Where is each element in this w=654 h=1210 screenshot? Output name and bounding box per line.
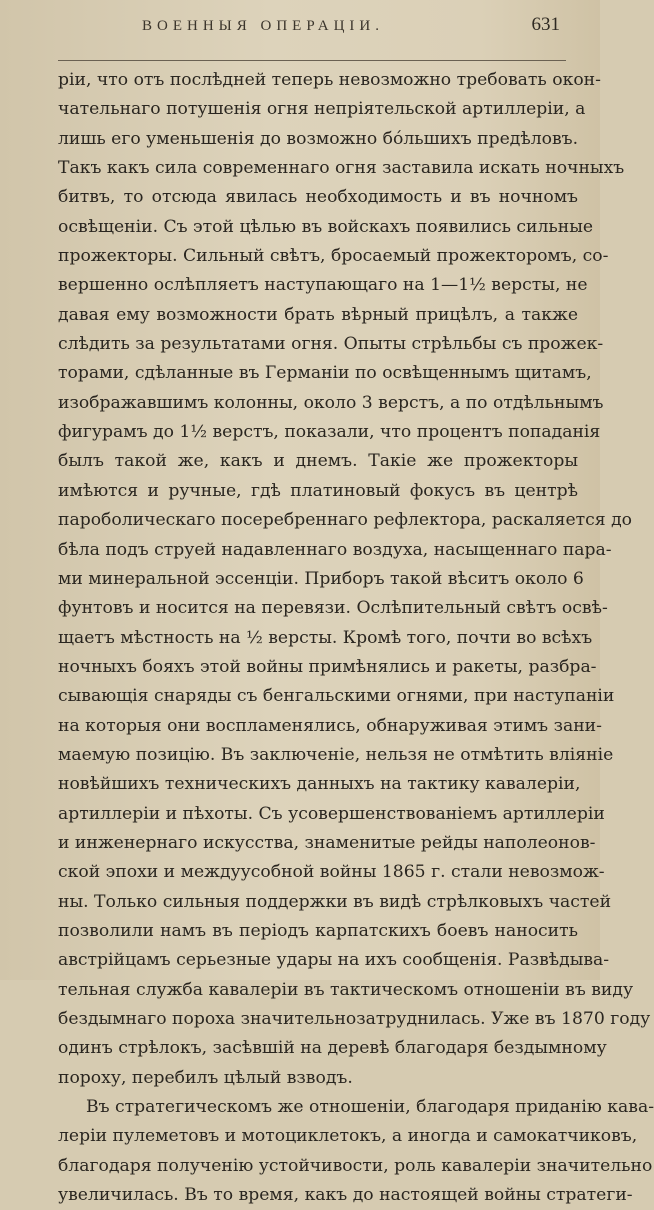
text-line: лишь его уменьшенія до возможно бóльшихъ предѣловъ. bbox=[58, 128, 579, 149]
text-line: имѣются и ручные, гдѣ платиновый фокусъ въ центрѣ bbox=[58, 480, 578, 501]
text-line: фигурамъ до 1½ верстъ, показали, что процентъ попаданія bbox=[58, 422, 601, 443]
text-line: тельная служба кавалеріи въ тактическомъ отношеніи въ виду bbox=[58, 979, 634, 1000]
running-head: ВОЕННЫЯ ОПЕРАЦІИ. bbox=[142, 18, 384, 34]
text-line: бездымнаго пороха значительнозатруднилась. Уже въ 1870 году bbox=[58, 1009, 651, 1029]
body-text bbox=[58, 66, 654, 1210]
text-line: Въ стратегическомъ же отношеніи, благодаря приданію кава- bbox=[86, 1097, 654, 1118]
text-line: давая ему возможности брать вѣрный прицѣлъ, а также bbox=[58, 304, 578, 325]
text-line: артиллеріи и пѣхоты. Съ усовершенствованіемъ артиллеріи bbox=[58, 803, 605, 824]
text-line: изображавшимъ колонны, около 3 верстъ, а по отдѣльнымъ bbox=[58, 392, 604, 413]
text-line: вершенно ослѣпляетъ наступающаго на 1—1½ версты, не bbox=[58, 275, 588, 296]
text-line: ской эпохи и междуусобной войны 1865 г. стали невозмож- bbox=[58, 862, 605, 883]
text-line: прожекторы. Сильный свѣтъ, бросаемый прожекторомъ, со- bbox=[58, 246, 609, 267]
text-line: маемую позицію. Въ заключеніе, нельзя не отмѣтить вліяніе bbox=[58, 744, 614, 765]
text-line: пароболическаго посеребреннаго рефлектора, раскаляется до bbox=[58, 510, 633, 531]
text-line: ріи, что отъ послѣдней теперь невозможно требовать окон- bbox=[58, 70, 601, 90]
text-line: былъ такой же, какъ и днемъ. Такіе же прожекторы bbox=[58, 451, 578, 472]
text-line: на которыя они воспламенялись, обнаруживая этимъ зани- bbox=[58, 715, 602, 736]
text-line: леріи пулеметовъ и мотоциклетокъ, а иногда и самокатчиковъ, bbox=[58, 1126, 638, 1147]
text-line: торами, сдѣланные въ Германіи по освѣщеннымъ щитамъ, bbox=[58, 363, 592, 384]
text-line: благодаря полученію устойчивости, роль кавалеріи значительно bbox=[58, 1155, 653, 1176]
text-line: новѣйшихъ техническихъ данныхъ на тактику кавалеріи, bbox=[58, 774, 581, 795]
text-line: битвъ, то отсюда явилась необходимость и въ ночномъ bbox=[58, 187, 578, 208]
header-rule bbox=[58, 60, 566, 61]
text-line: пороху, перебилъ цѣлый взводъ. bbox=[58, 1067, 353, 1088]
text-line: одинъ стрѣлокъ, засѣвшій на деревѣ благодаря бездымному bbox=[58, 1038, 607, 1059]
text-line: чательнаго потушенія огня непріятельской артиллеріи, а bbox=[58, 99, 586, 120]
text-line: Такъ какъ сила современнаго огня заставила искать ночныхъ bbox=[58, 158, 625, 179]
text-line: ночныхъ бояхъ этой войны примѣнялись и ракеты, разбра- bbox=[58, 656, 597, 677]
text-line: бѣла подъ струей надавленнаго воздуха, насыщеннаго пара- bbox=[58, 539, 612, 560]
text-line: щаетъ мѣстность на ½ версты. Кромѣ того, почти во всѣхъ bbox=[58, 627, 593, 648]
page-number: 631 bbox=[531, 14, 560, 35]
text-line: сывающія снаряды съ бенгальскими огнями, при наступаніи bbox=[58, 686, 615, 707]
text-line: ны. Только сильныя поддержки въ видѣ стрѣлковыхъ частей bbox=[58, 891, 612, 912]
text-line: позволили намъ въ періодъ карпатскихъ боевъ наносить bbox=[58, 920, 578, 941]
text-line: фунтовъ и носится на перевязи. Ослѣпительный свѣтъ освѣ- bbox=[58, 598, 608, 619]
text-line: австрійцамъ серьезные удары на ихъ сообщенія. Развѣдыва- bbox=[58, 950, 610, 971]
page-header bbox=[0, 14, 600, 48]
text-line: и инженернаго искусства, знаменитые рейды наполеонов- bbox=[58, 832, 596, 853]
text-line: увеличилась. Въ то время, какъ до настоящей войны стратеги- bbox=[58, 1185, 633, 1206]
text-line: освѣщеніи. Съ этой цѣлью въ войскахъ появились сильные bbox=[58, 216, 594, 237]
text-line: ми минеральной эссенціи. Приборъ такой вѣситъ около 6 bbox=[58, 568, 584, 589]
text-line: слѣдить за результатами огня. Опыты стрѣльбы съ прожек- bbox=[58, 334, 604, 355]
